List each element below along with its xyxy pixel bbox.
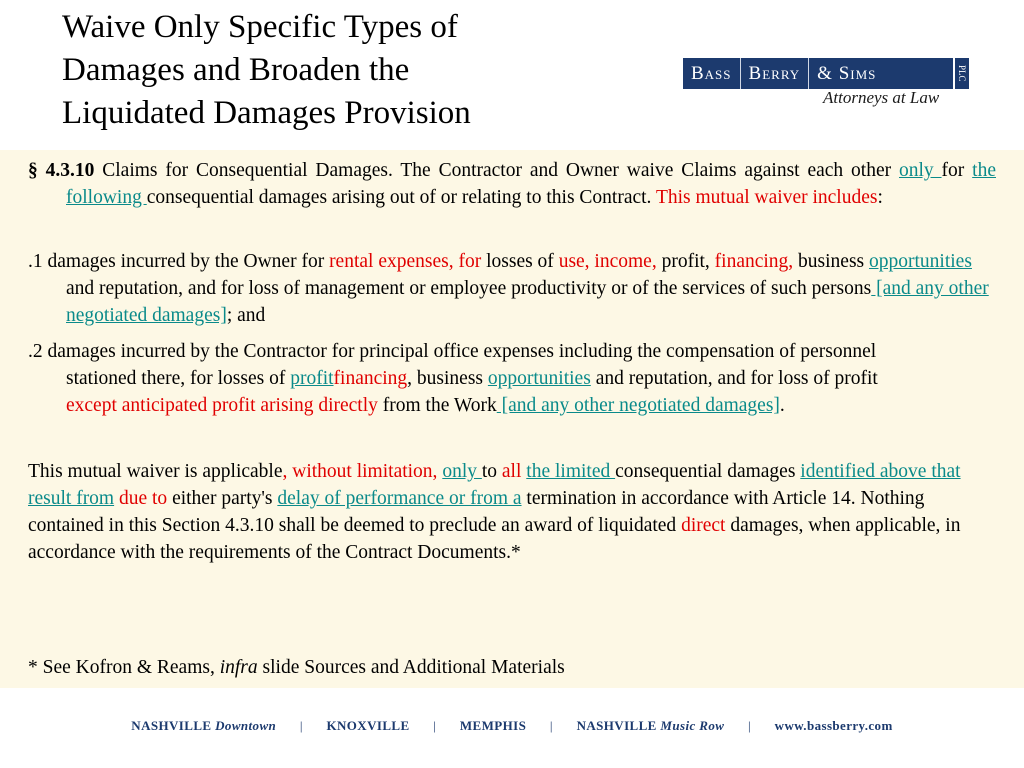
inserted-text: [and any other negotiated damages] (66, 278, 989, 326)
deleted-text: due to (118, 488, 168, 509)
item-2: .2 damages incurred by the Contractor for principal office expenses including the compensation of personnel stationed there, for losses of profitfinancing, business opportunities and reputation, and for loss of profit except anticipated profit arising directly from the Work [and any other negotiated damages]. (28, 341, 878, 416)
office-nashville-downtown: NASHVILLE Downtown (131, 718, 277, 733)
inserted-text: only (899, 160, 942, 181)
inserted-text: the limited (526, 461, 616, 482)
inserted-text: opportunities (487, 368, 591, 389)
office-memphis: MEMPHIS (459, 718, 527, 733)
inserted-text: opportunities (869, 251, 972, 272)
item-1: .1 damages incurred by the Owner for rental expenses, for losses of use, income, profit, financing, business opportunities and reputation, and for loss of management or employee productivity or of the services of such persons [and any other negotiated damages]; and (28, 251, 989, 326)
inserted-text: identified above that result from (28, 461, 961, 509)
title-line-3: Liquidated Damages Provision (62, 95, 471, 131)
inserted-text: the following (66, 160, 996, 208)
deleted-text: financing (333, 368, 408, 389)
firm-logo (683, 58, 973, 114)
logo-berry: Berry (740, 58, 809, 89)
deleted-text: , without limitation, (282, 461, 438, 482)
footer-separator: | (299, 718, 303, 733)
deleted-text: This mutual waiver includes (651, 187, 878, 208)
section-4-3-10: § 4.3.10 Claims for Consequential Damages. The Contractor and Owner waive Claims against each other only for the following consequential damages arising out of or relating to this Contract. This mutual waiver includes: (28, 160, 996, 208)
infra-italic: infra (219, 657, 258, 678)
inserted-text: only (442, 461, 482, 482)
footer-separator: | (549, 718, 553, 733)
title-line-2: Damages and Broaden the (62, 52, 410, 88)
inserted-text: [and any other negotiated damages] (496, 395, 780, 416)
source-note: * See Kofron & Reams, infra slide Sources and Additional Materials (28, 657, 565, 678)
deleted-text: rental expenses, for (329, 251, 482, 272)
deleted-text: direct (681, 515, 726, 536)
title-line-1: Waive Only Specific Types of (62, 9, 458, 45)
logo-bass: Bass (691, 63, 732, 84)
footer-offices (0, 718, 1024, 734)
deleted-text: financing, (714, 251, 794, 272)
website-link[interactable]: www.bassberry.com (774, 718, 893, 733)
deleted-text: use, income, (558, 251, 657, 272)
logo-bar (683, 58, 953, 89)
deleted-text: all (501, 461, 522, 482)
deleted-text: except anticipated profit arising directly (66, 395, 378, 416)
content-panel (0, 150, 1024, 688)
logo-sims: & Sims (808, 58, 884, 89)
office-knoxville: KNOXVILLE (326, 718, 410, 733)
section-number: § 4.3.10 (28, 160, 95, 181)
inserted-text: profit (290, 368, 334, 389)
inserted-text: delay of performance or from a (277, 488, 522, 509)
logo-plc: PLC (955, 58, 969, 89)
footer-separator: | (747, 718, 751, 733)
office-nashville-music-row: NASHVILLE Music Row (576, 718, 725, 733)
waiver-paragraph: This mutual waiver is applicable, without limitation, only to all the limited consequential damages identified above that result from due to either party's delay of performance or from a termination in accordance with Article 14. Nothing contained in this Section 4.3.10 shall be deemed to preclude an award of liquidated direct damages, when applicable, in accordance with the requirements of the Contract Documents.* (28, 461, 961, 563)
slide-title (62, 6, 622, 135)
footer-separator: | (433, 718, 437, 733)
logo-tagline: Attorneys at Law (823, 88, 940, 107)
